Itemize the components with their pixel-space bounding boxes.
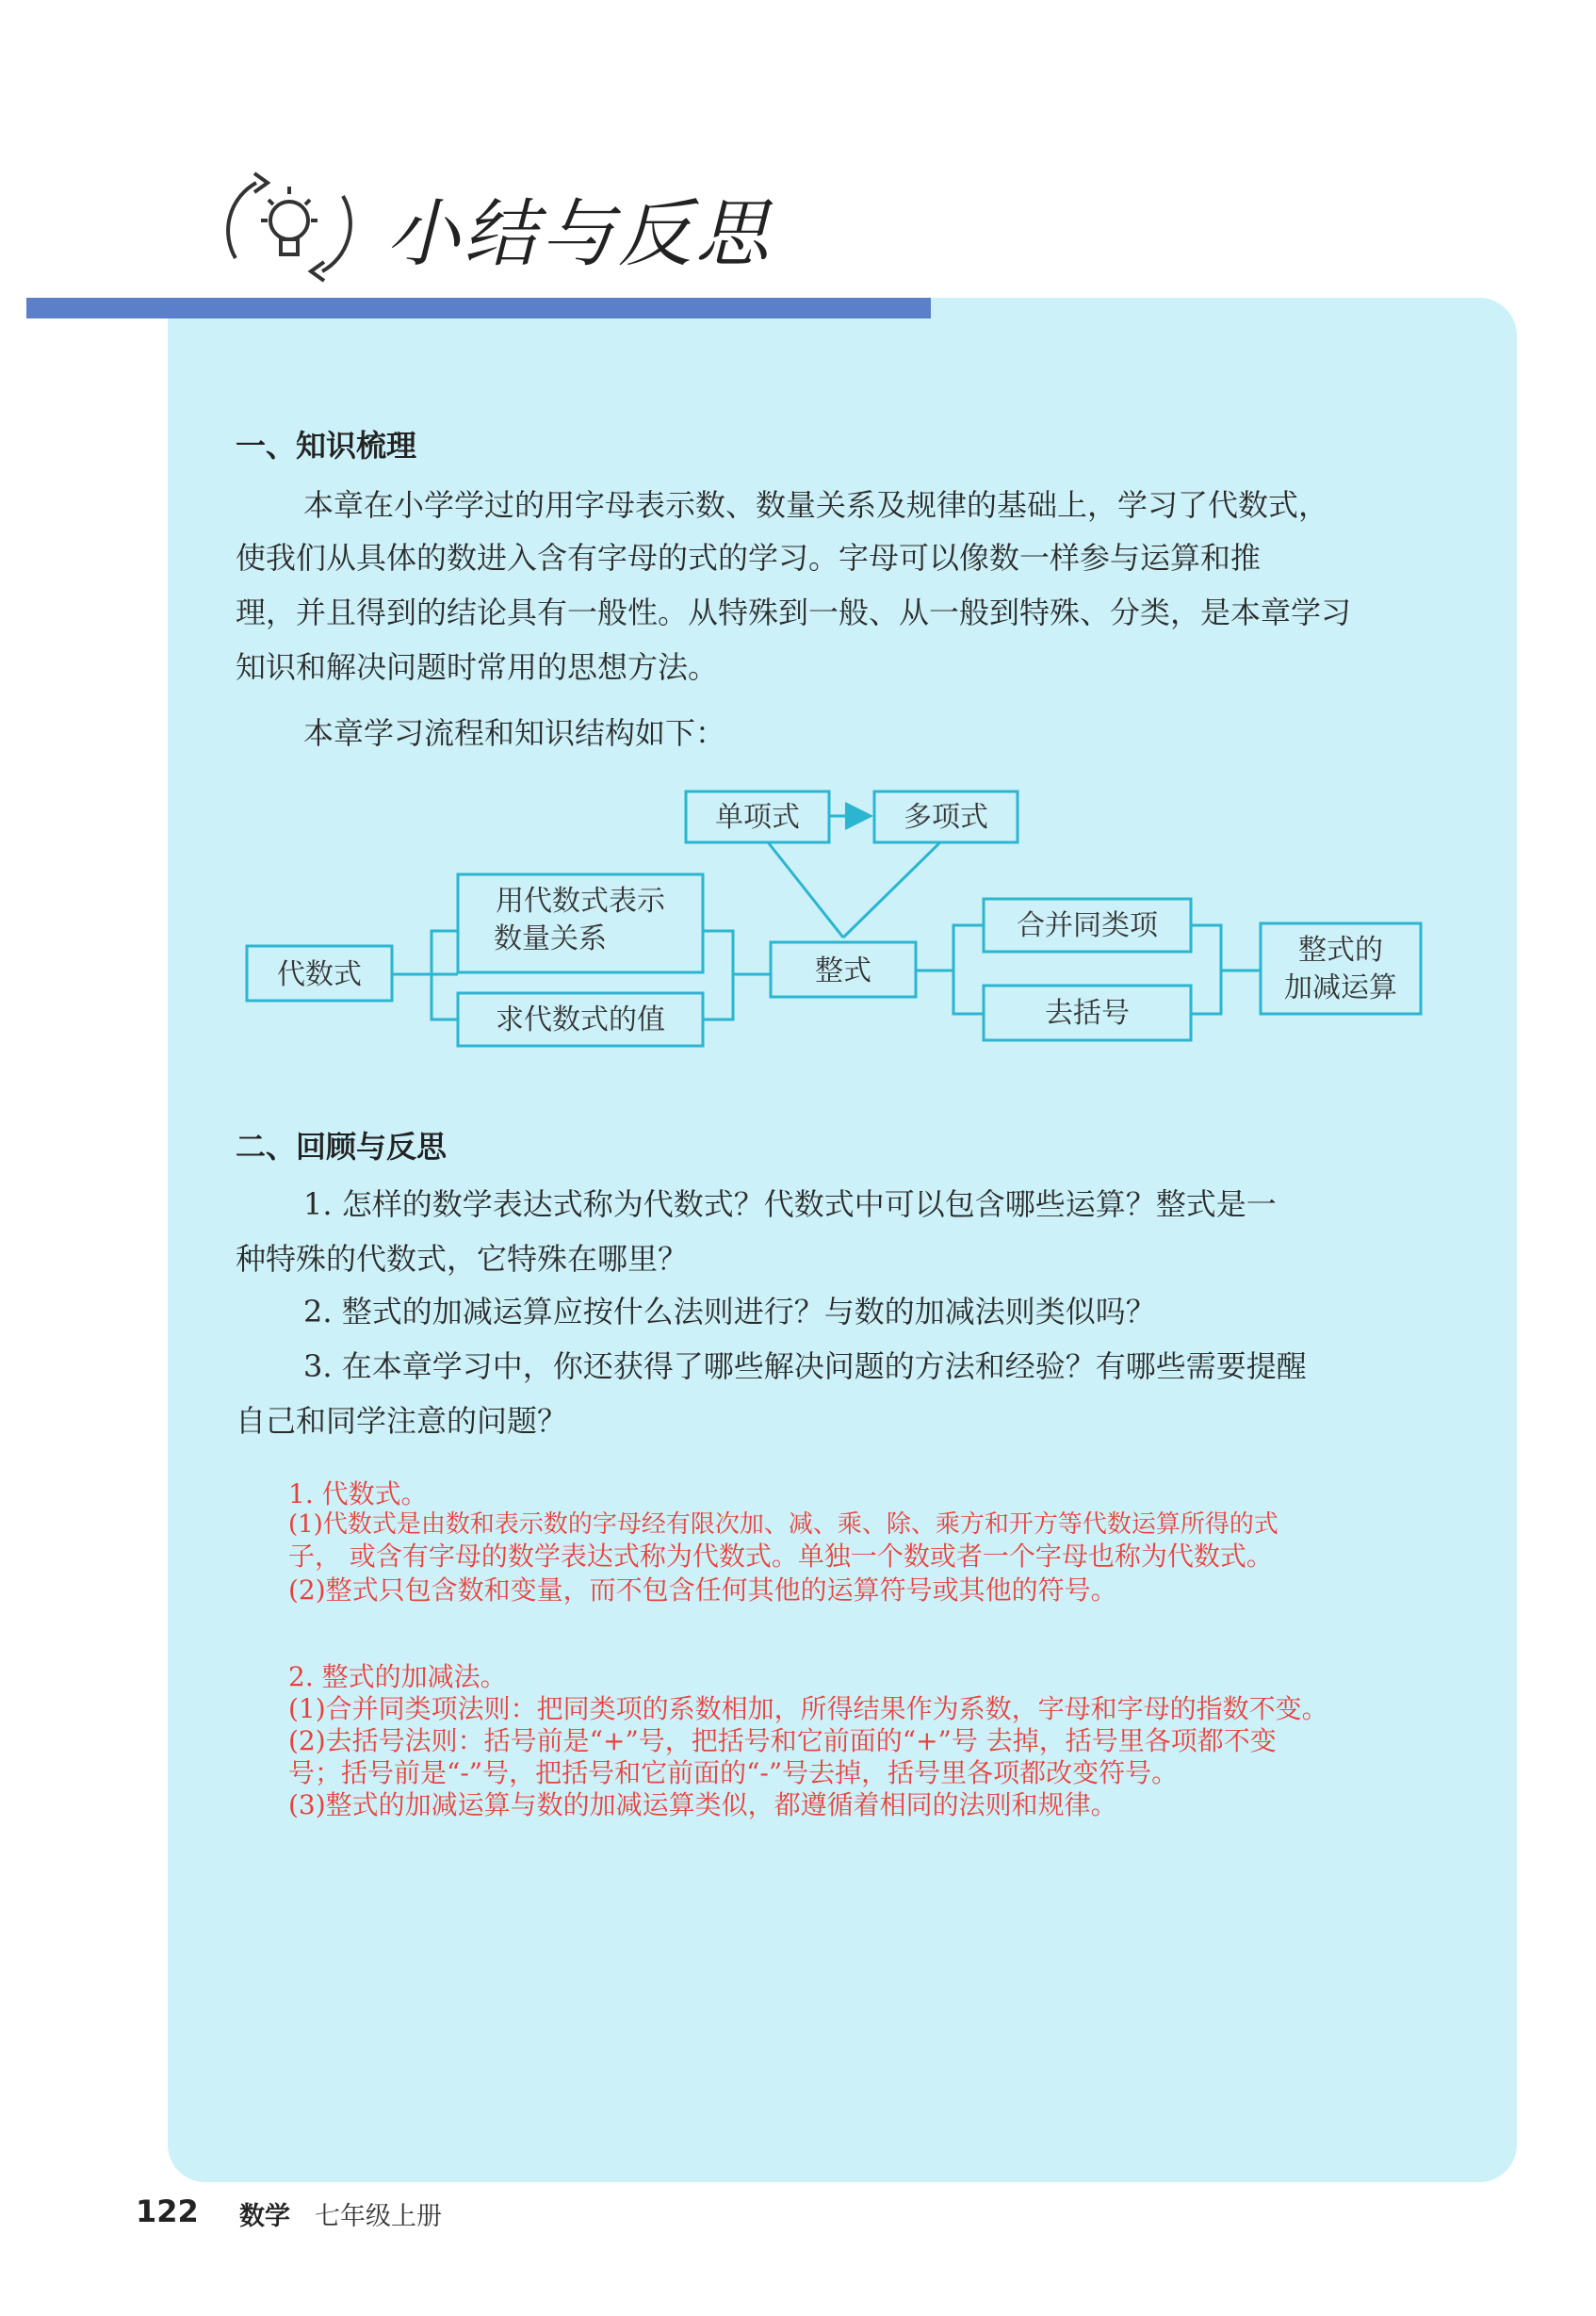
note-2-line: 号；括号前是“-”号，把括号和它前面的“-”号去掉，括号里各项都改变符号。 — [288, 1757, 1179, 1788]
footer-subject: 数学 — [239, 2202, 290, 2231]
connector-mid-bracket — [953, 925, 984, 1014]
box-label: 数量关系 — [494, 922, 607, 955]
paragraph-line: 理，并且得到的结论具有一般性。从特殊到一般、从一般到特殊、分类，是本章学习 — [236, 595, 1352, 630]
diagram-box-polynomial — [874, 791, 1018, 842]
note-1-line: (1)代数式是由数和表示数的字母经有限次加、减、乘、除、乘方和开方等代数运算所得的式 — [288, 1510, 1278, 1539]
note-2-line: (2)去括号法则：括号前是“+”号，把括号和它前面的“+”号 去掉，括号里各项都不变 — [288, 1725, 1277, 1756]
box-label: 去括号 — [1045, 997, 1130, 1030]
diagram-box-integral — [771, 942, 916, 997]
question-3-cont: 自己和同学注意的问题？ — [236, 1403, 568, 1439]
box-label: 加减运算 — [1284, 971, 1397, 1004]
note-1-line: (2)整式只包含数和变量，而不包含任何其他的运算符号或其他的符号。 — [288, 1574, 1117, 1606]
paragraph-line: 本章在小学学过的用字母表示数、数量关系及规律的基础上，学习了代数式， — [303, 487, 1329, 523]
page-number: 122 — [136, 2194, 199, 2229]
diagram-box-monomial — [686, 791, 829, 842]
question-2: 2. 整式的加减运算应按什么法则进行？与数的加减法则类似吗？ — [303, 1294, 1156, 1329]
box-label: 代数式 — [277, 958, 362, 991]
note-1-title: 1. 代数式。 — [288, 1478, 428, 1509]
diagram-box-represent-relations — [458, 874, 703, 972]
note-2-line: (3)整式的加减运算与数的加减运算类似，都遵循着相同的法则和规律。 — [288, 1789, 1117, 1820]
box-label: 整式 — [815, 954, 871, 987]
note-2-line: (1)合并同类项法则：把同类项的系数相加，所得结果作为系数，字母和字母的指数不变。 — [288, 1693, 1328, 1724]
diagram-box-algebraic-expression — [247, 946, 392, 1001]
question-3: 3. 在本章学习中，你还获得了哪些解决问题的方法和经验？有哪些需要提醒 — [303, 1348, 1307, 1384]
page-title: 小结与反思 — [386, 192, 774, 277]
box-label: 多项式 — [904, 801, 988, 834]
box-label: 求代数式的值 — [496, 1003, 665, 1036]
box-label: 整式的 — [1298, 934, 1383, 967]
connector-line — [765, 839, 843, 938]
note-2-title: 2. 整式的加减法。 — [288, 1661, 507, 1692]
note-1-line: 子， 或含有字母的数学表达式称为代数式。单独一个数或者一个字母也称为代数式。 — [288, 1541, 1273, 1572]
diagram-box-remove-brackets — [984, 986, 1191, 1040]
question-1-cont: 种特殊的代数式，它特殊在哪里？ — [236, 1241, 689, 1277]
connector-line — [843, 839, 944, 938]
section-heading-review: 二、回顾与反思 — [236, 1129, 448, 1165]
footer-grade: 七年级上册 — [315, 2202, 442, 2231]
diagram-box-add-subtract — [1261, 923, 1421, 1014]
connector-left-bracket — [432, 931, 458, 974]
question-1: 1. 怎样的数学表达式称为代数式？代数式中可以包含哪些运算？整式是一 — [303, 1186, 1277, 1222]
diagram-box-combine-like-terms — [984, 899, 1191, 952]
paragraph-line: 使我们从具体的数进入含有字母的式的学习。字母可以像数一样参与运算和推 — [236, 540, 1262, 576]
diagram-box-evaluate — [458, 993, 703, 1046]
diagram-intro: 本章学习流程和知识结构如下： — [303, 715, 726, 751]
connector-right-bracket — [703, 931, 733, 1019]
box-label: 用代数式表示 — [496, 885, 665, 918]
connector-right-bracket-2 — [1191, 925, 1221, 1014]
connector-left-bracket-low — [432, 974, 458, 1019]
paragraph-line: 知识和解决问题时常用的思想方法。 — [236, 649, 719, 685]
box-label: 合并同类项 — [1017, 909, 1158, 942]
section-heading-knowledge: 一、知识梳理 — [236, 428, 417, 464]
box-label: 单项式 — [715, 801, 800, 834]
